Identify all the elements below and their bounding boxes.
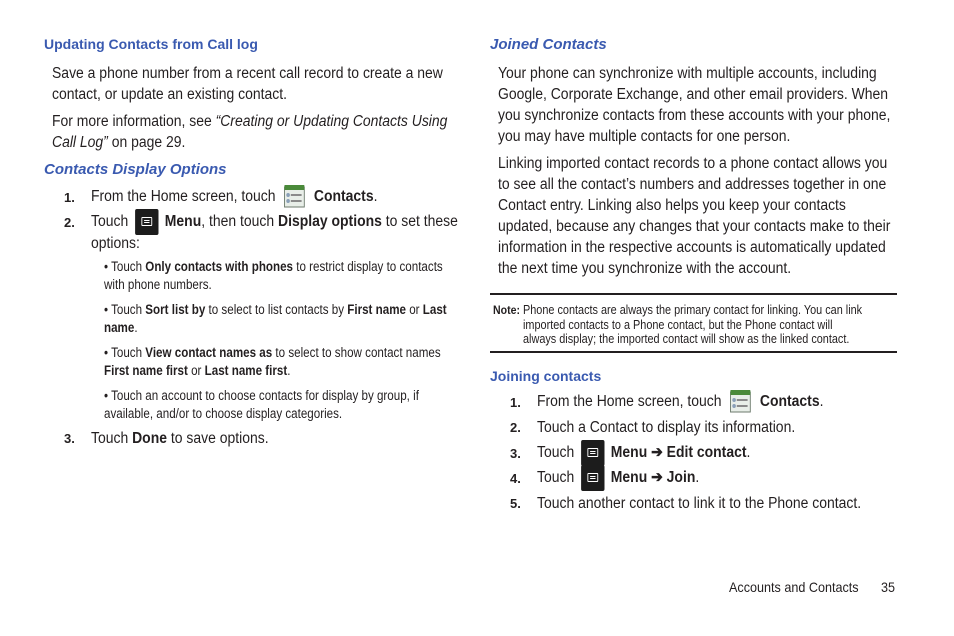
menu-label: Menu (164, 213, 202, 230)
paragraph-line: to see all the contact’s numbers and addresses together in one (498, 176, 887, 193)
bullet-only-contacts-with-phones (104, 258, 443, 294)
bullet-view-contact-names-as (104, 344, 441, 380)
bullet-text: • Touch (104, 302, 146, 317)
paragraph-line: you synchronize contacts from these accounts with your phone, (498, 107, 891, 124)
note-line: always display; the imported contact will show as the linked contact. (523, 332, 850, 346)
heading-updating-from-call-log: Updating Contacts from Call log (44, 36, 258, 52)
bullet-text: or (187, 363, 205, 378)
calllog-paragraph-1 (52, 63, 443, 105)
step-number: 1. (64, 190, 75, 205)
step-text: to set these (381, 213, 458, 230)
step-number: 3. (510, 446, 521, 461)
contacts-app-icon (282, 183, 307, 211)
bullet-text: • Touch (104, 345, 146, 360)
contacts-label: Contacts (313, 188, 374, 206)
paragraph-line: Your phone can synchronize with multiple accounts, including (498, 65, 877, 82)
step-number: 3. (64, 431, 75, 446)
joining-step-1 (537, 388, 823, 416)
menu-key-icon (581, 465, 604, 491)
calllog-p1-line1: Save a phone number from a recent call record to create a new (52, 65, 443, 82)
bullet-bold: First name (347, 302, 406, 317)
bullet-sort-list-by (104, 301, 447, 337)
display-step-2-line2: options: (91, 235, 140, 252)
note-line: Phone contacts are always the primary contact for linking. You can link (523, 303, 863, 317)
joined-paragraph-1 (498, 63, 890, 147)
joining-step-4 (537, 464, 699, 492)
bullet-text: or (405, 302, 423, 317)
calllog-p2-xref: “Creating or Updating Contacts Using (215, 113, 448, 130)
contacts-label: Contacts (759, 393, 820, 411)
calllog-p2-xref-cont: Call Log” (52, 134, 108, 151)
calllog-paragraph-2 (52, 111, 447, 153)
step-text: Touch (91, 430, 133, 447)
joining-step-3 (537, 439, 750, 467)
bullet-bold: Last (422, 302, 447, 317)
bullet-text: • Touch an account to choose contacts for display by group, if (104, 388, 419, 403)
bullet-text: • Touch (104, 259, 146, 274)
menu-key-icon (135, 209, 158, 235)
step-punct: . (746, 444, 751, 461)
step-text: Touch (91, 213, 129, 230)
step-punct: . (819, 393, 824, 411)
menu-key-icon (581, 440, 604, 466)
note-text (523, 303, 862, 347)
step-number: 2. (510, 420, 521, 435)
paragraph-line: information in the respective accounts is automatically updated (498, 239, 886, 256)
note-label: Note: (493, 303, 520, 317)
paragraph-line: updated, because any changes that your contacts make to their (498, 218, 891, 235)
step-text: From the Home screen, touch (91, 188, 276, 206)
step-text: to save options. (166, 430, 269, 447)
calllog-p2-page-ref: on page 29. (107, 134, 186, 151)
bullet-bold: First name first (104, 363, 188, 378)
heading-joined-contacts: Joined Contacts (490, 36, 607, 53)
step-text: Touch (537, 444, 575, 461)
contacts-app-icon (728, 388, 753, 416)
join-label: Menu ➔ Join (610, 469, 696, 486)
display-step-2 (91, 208, 458, 236)
calllog-p1-line2: contact, or update an existing contact. (52, 86, 287, 103)
edit-contact-label: Menu ➔ Edit contact (610, 444, 747, 461)
paragraph-line: Contact entry. Linking also helps you keep your contacts (498, 197, 846, 214)
step-punct: . (695, 469, 700, 486)
step-punct: . (373, 188, 378, 206)
heading-joining-contacts: Joining contacts (490, 368, 602, 384)
heading-contacts-display-options: Contacts Display Options (44, 161, 227, 178)
done-label: Done (132, 430, 167, 447)
bullet-text-cont: with phone numbers. (104, 277, 212, 292)
joining-step-5: Touch another contact to link it to the Phone contact. (537, 495, 862, 512)
bullet-bold: Last name first (204, 363, 288, 378)
bullet-bold: View contact names as (145, 345, 273, 360)
display-step-3 (91, 428, 269, 449)
paragraph-line: you may have multiple contacts for one person. (498, 128, 791, 145)
note-line: imported contacts to a Phone contact, but the Phone contact will (523, 317, 833, 332)
step-number: 5. (510, 496, 521, 511)
display-step-1 (91, 183, 377, 211)
step-text: Touch (537, 469, 575, 486)
step-number: 4. (510, 471, 521, 486)
footer-section-title: Accounts and Contacts (729, 579, 859, 595)
bullet-text: . (287, 363, 291, 378)
step-number: 2. (64, 215, 75, 230)
paragraph-line: Google, Corporate Exchange, and other email providers. When (498, 86, 889, 103)
bullet-choose-account (104, 387, 419, 423)
bullet-text: to select to show contact names (272, 345, 441, 360)
joined-paragraph-2 (498, 153, 890, 279)
step-number: 1. (510, 395, 521, 410)
paragraph-line: Linking imported contact records to a phone contact allows you (498, 155, 888, 172)
bullet-bold: Sort list by (145, 302, 206, 317)
bullet-bold: Only contacts with phones (145, 259, 294, 274)
page-number: 35 (881, 579, 896, 595)
joining-step-2: Touch a Contact to display its information. (537, 419, 796, 436)
paragraph-line: the next time you synchronize with the account. (498, 260, 792, 277)
step-text: From the Home screen, touch (537, 393, 722, 411)
bullet-text: to restrict display to contacts (293, 259, 443, 274)
bullet-text-cont: available, and/or to choose display categories. (104, 406, 343, 421)
calllog-p2-text: For more information, see (52, 113, 216, 130)
bullet-bold: name (104, 320, 135, 335)
step-text: , then touch (201, 213, 279, 230)
bullet-text: to select to list contacts by (205, 302, 348, 317)
display-options-label: Display options (278, 213, 382, 230)
bullet-text: . (134, 320, 138, 335)
